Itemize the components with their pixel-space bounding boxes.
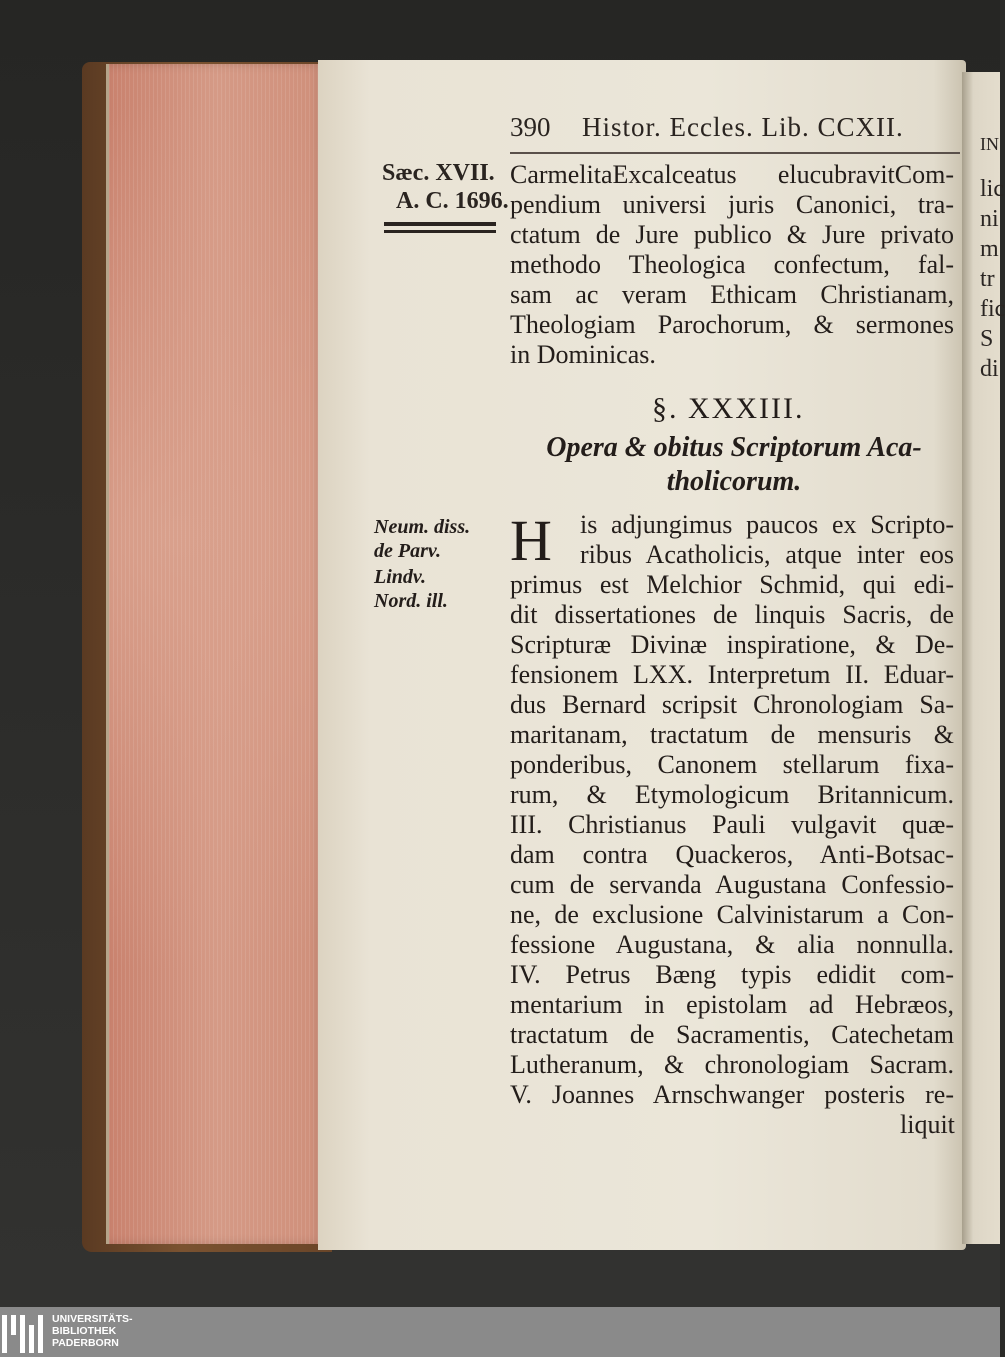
section-number: §. XXXIII.	[652, 392, 805, 425]
library-name-line: UNIVERSITÄTS-	[52, 1313, 133, 1325]
facing-page-text: tr	[980, 266, 995, 292]
catchword: liquit	[900, 1110, 955, 1139]
text-line: ne, de exclusione Calvinistarum a Con-	[510, 900, 954, 929]
text-line: fensionem LXX. Interpretum II. Eduar-	[510, 660, 954, 689]
text-line: primus est Melchior Schmid, qui edi-	[510, 570, 954, 599]
header-rule	[510, 152, 960, 154]
library-logo-icon	[2, 1315, 46, 1355]
drop-cap: H	[510, 508, 552, 573]
side-reference: Nord. ill.	[374, 590, 448, 612]
library-name	[52, 1313, 133, 1349]
text-line: rum, & Etymologicum Britannicum.	[510, 780, 954, 809]
margin-note-year: A. C. 1696.	[396, 188, 509, 214]
text-line: dam contra Quackeros, Anti-Botsac-	[510, 840, 954, 869]
page-edges	[106, 64, 325, 1244]
library-footer	[0, 1307, 1000, 1357]
text-line: Theologiam Parochorum, & sermones	[510, 310, 954, 339]
margin-note-century: Sæc. XVII.	[382, 160, 495, 186]
text-line: Scripturæ Divinæ inspiratione, & De-	[510, 630, 954, 659]
side-reference: de Parv.	[374, 540, 442, 562]
text-line: ctatum de Jure publico & Jure privato	[510, 220, 954, 249]
text-line: sam ac veram Ethicam Christianam,	[510, 280, 954, 309]
library-name-line: BIBLIOTHEK	[52, 1325, 117, 1337]
text-line: maritanam, tractatum de mensuris &	[510, 720, 954, 749]
page-number: 390	[510, 112, 551, 142]
facing-page-text: S	[980, 326, 994, 352]
text-line: III. Christianus Pauli vulgavit quæ-	[510, 810, 954, 839]
section-title: Opera & obitus Scriptorum Aca-	[546, 432, 922, 463]
text-line: tractatum de Sacramentis, Catechetam	[510, 1020, 954, 1049]
facing-page-text: di	[980, 356, 999, 382]
text-line: fessione Augustana, & alia nonnulla.	[510, 930, 954, 959]
side-reference: Neum. diss.	[374, 516, 471, 538]
text-line: IV. Petrus Bæng typis edidit com-	[510, 960, 954, 989]
facing-page-text: fic	[980, 296, 1005, 322]
text-line: methodo Theologica confectum, fal-	[510, 250, 954, 279]
text-line: pendium universi juris Canonici, tra-	[510, 190, 954, 219]
text-line: dus Bernard scripsit Chronologiam Sa-	[510, 690, 954, 719]
text-line: ponderibus, Canonem stellarum fixa-	[510, 750, 954, 779]
facing-page-text: m	[980, 236, 999, 262]
library-name-line: PADERBORN	[52, 1337, 119, 1349]
facing-page-text: lic	[980, 176, 1004, 202]
text-line: ribus Acatholicis, atque inter eos	[580, 540, 954, 569]
facing-page-text: ni	[980, 206, 999, 232]
text-line: Lutheranum, & chronologiam Sacram.	[510, 1050, 954, 1079]
running-header	[510, 112, 960, 152]
text-line: mentarium in epistolam ad Hebræos,	[510, 990, 954, 1019]
text-line: V. Joannes Arnschwanger posteris re-	[510, 1080, 954, 1109]
facing-page-text: IN	[980, 134, 999, 154]
text-line: in Dominicas.	[510, 340, 656, 369]
facing-page-fragment	[962, 72, 1005, 1244]
text-line: is adjungimus paucos ex Scripto-	[580, 510, 954, 539]
section-title-continued: tholicorum.	[666, 466, 802, 497]
text-line: cum de servanda Augustana Confessio-	[510, 870, 954, 899]
text-line: dit dissertationes de linquis Sacris, de	[510, 600, 954, 629]
side-reference: Lindv.	[374, 566, 427, 588]
margin-double-rule	[384, 222, 496, 236]
text-line: CarmelitaExcalceatus elucubravitCom-	[510, 160, 954, 189]
running-title: Histor. Eccles. Lib. CCXII.	[582, 112, 904, 142]
